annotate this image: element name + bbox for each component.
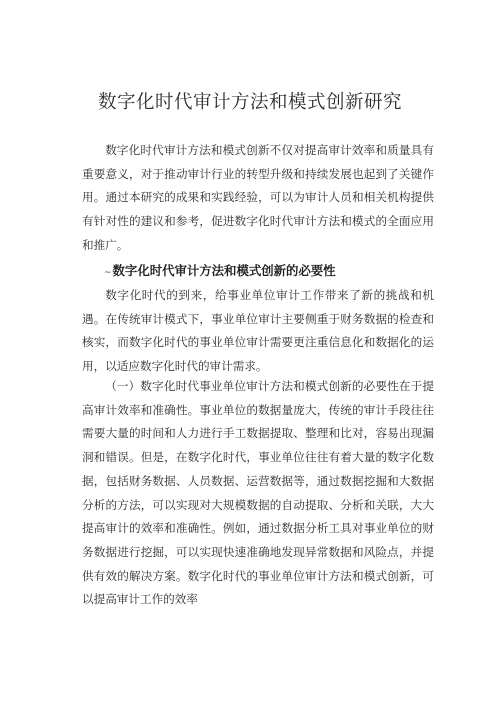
intro-paragraph: 数字化时代审计方法和模式创新不仅对提高审计效率和质量具有重要意义，对于推动审计行业的转型升级和持续发展也起到了关键作用。通过本研究的成果和实践经验，可以为审计人员和相关机构提供有针对性的建议和参考，促进数字化时代审计方法和模式的全面应用和推广。: [82, 143, 434, 252]
document-title: 数字化时代审计方法和模式创新研究: [97, 92, 402, 113]
body-paragraph-1: 数字化时代的到来，给事业单位审计工作带来了新的挑战和机遇。在传统审计模式下，事业单位审计主要侧重于财务数据的检查和核实，而数字化时代的事业单位审计需要更注重信息化和数据化的运用，以适应数字化时代的审计需求。: [82, 288, 434, 374]
section-heading-text: 数字化时代审计方法和模式创新的必要性: [112, 263, 336, 278]
body-paragraph-2: （一）数字化时代事业单位审计方法和模式创新的必要性在于提高审计效率和准确性。事业单位的数据量庞大，传统的审计手段往往需要大量的时间和人力进行手工数据提取、整理和比对，容易出现漏洞和错误。但是，在数字化时代，事业单位往往有着大量的数字化数据，包括财务数据、人员数据、运营数据等，通过数据挖掘和大数据分析的方法，可以实现对大规模数据的自动提取、分析和关联，大大提高审计的效率和准确性。例如，通过数据分析工具对事业单位的财务数据进行挖掘，可以实现快速准确地发现异常数据和风险点，并提供有效的解决方案。数字化时代的事业单位审计方法和模式创新，可以提高审计工作的效率: [82, 379, 434, 607]
heading-marker: ~: [104, 268, 112, 278]
section-heading: [104, 261, 336, 279]
